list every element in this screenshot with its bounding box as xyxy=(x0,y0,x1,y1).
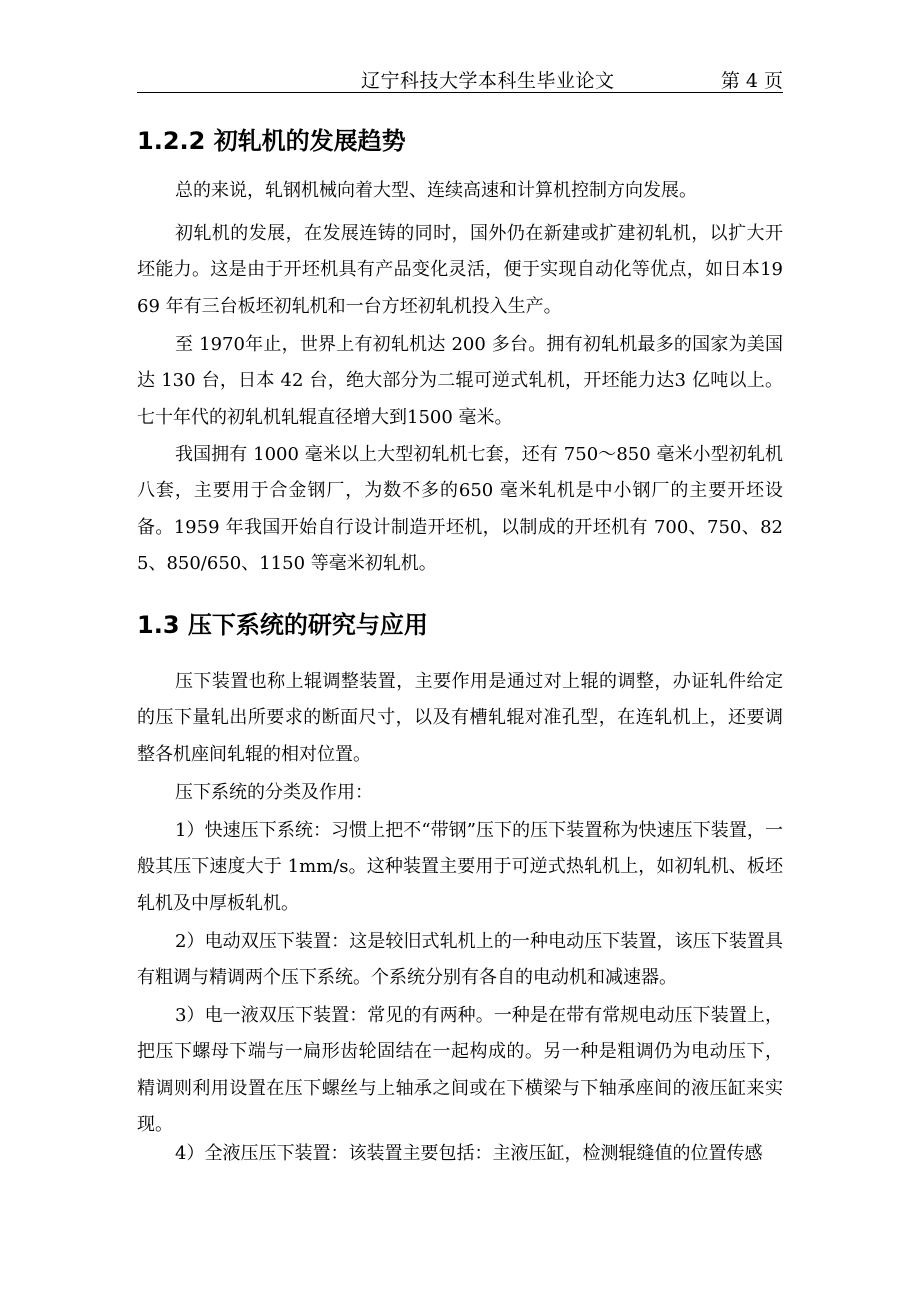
paragraph: 初轧机的发展，在发展连铸的同时，国外仍在新建或扩建初轧机，以扩大开坯能力。这是由于开坯机具有产品变化灵活，便于实现自动化等优点，如日本1969 年有三台板坯初轧机和一台方坯初轧机投入生产。 xyxy=(137,223,783,317)
section-heading-1-3: 1.3 压下系统的研究与应用 xyxy=(137,611,428,639)
page-number: 第 4 页 xyxy=(720,70,783,92)
paragraph: 总的来说，轧钢机械向着大型、连续高速和计算机控制方向发展。 xyxy=(175,180,697,201)
paragraph: 压下系统的分类及作用： xyxy=(175,782,373,803)
page-header xyxy=(137,64,783,93)
section-heading-1-2-2: 1.2.2 初轧机的发展趋势 xyxy=(137,127,406,155)
paragraph: 4）全液压压下装置：该装置主要包括：主液压缸，检测辊缝值的位置传感 xyxy=(175,1143,763,1164)
paragraph: 至 1970年止，世界上有初轧机达 200 多台。拥有初轧机最多的国家为美国达 130 台，日本 42 台，绝大部分为二辊可逆式轧机，开坯能力达3 亿吨以上。七十年代的初轧机轧辊直径增大到1500 毫米。 xyxy=(137,334,783,428)
paragraph: 3）电一液双压下装置：常见的有两种。一种是在带有常规电动压下装置上，把压下螺母下端与一扁形齿轮固结在一起构成的。另一种是粗调仍为电动压下，精调则利用设置在压下螺丝与上轴承之间或在下横梁与下轴承座间的液压缸来实现。 xyxy=(137,1005,783,1135)
paragraph: 压下装置也称上辊调整装置，主要作用是通过对上辊的调整，办证轧件给定的压下量轧出所要求的断面尺寸，以及有槽轧辊对准孔型，在连轧机上，还要调整各机座间轧辊的相对位置。 xyxy=(137,671,783,765)
paragraph: 我国拥有 1000 毫米以上大型初轧机七套，还有 750～850 毫米小型初轧机八套，主要用于合金钢厂，为数不多的650 毫米轧机是中小钢厂的主要开坯设备。1959 年我国开始自行设计制造开坯机，以制成的开坯机有 700、750、825、850/650、1150 等毫米初轧机。 xyxy=(137,444,783,574)
paragraph: 1）快速压下系统：习惯上把不“带钢”压下的压下装置称为快速压下装置，一般其压下速度大于 1mm/s。这种装置主要用于可逆式热轧机上，如初轧机、板坯轧机及中厚板轧机。 xyxy=(137,820,783,914)
header-title: 辽宁科技大学本科生毕业论文 xyxy=(361,70,615,92)
paragraph: 2）电动双压下装置：这是较旧式轧机上的一种电动压下装置，该压下装置具有粗调与精调两个压下系统。个系统分别有各自的电动机和减速器。 xyxy=(137,931,783,989)
